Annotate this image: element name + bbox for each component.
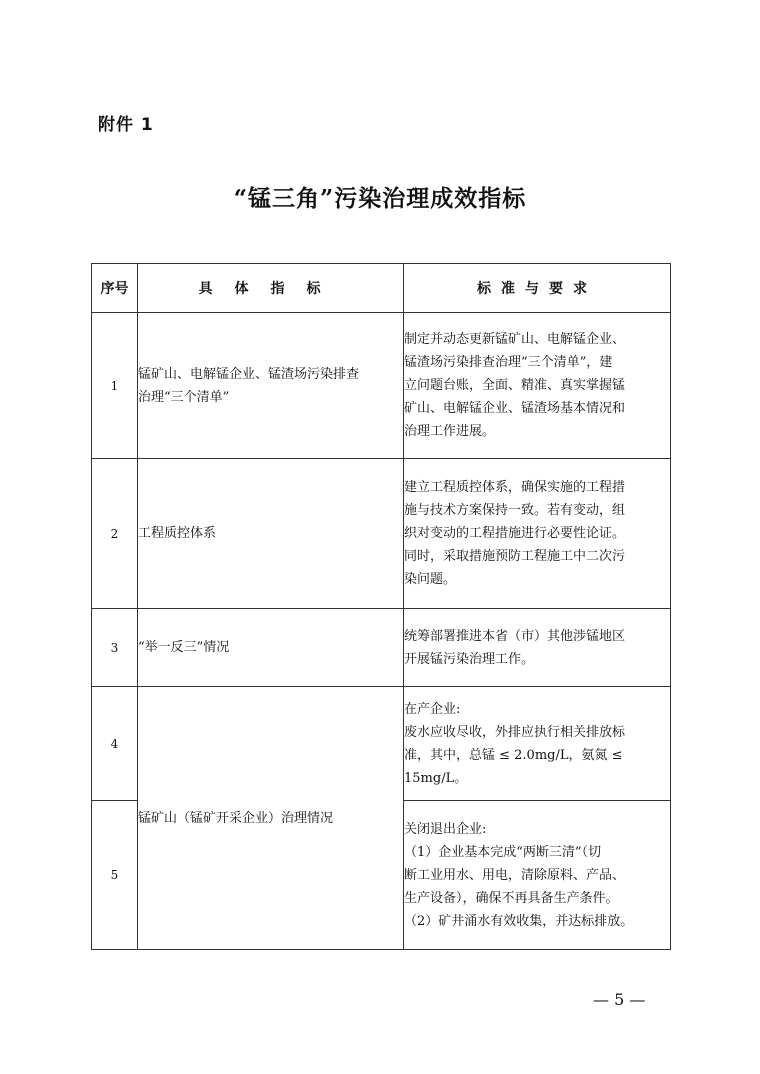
indicator-line: 工程质控体系	[138, 526, 217, 541]
table-row	[92, 609, 671, 687]
requirement-line: 织对变动的工程措施进行必要性论证。	[404, 526, 626, 541]
attachment-label: 附件 1	[98, 115, 154, 135]
row-number: 3	[92, 609, 138, 687]
table-row	[92, 687, 671, 801]
requirement-line: 开展锰污染治理工作。	[404, 651, 535, 667]
indicator-cell	[138, 313, 404, 459]
requirement-line: 15mg/L。	[404, 770, 468, 786]
requirement-line: 断工业用水、用电，清除原料、产品、	[404, 867, 626, 883]
requirement-line: 生产设备），确保不再具备生产条件。	[404, 890, 619, 906]
row-number: 5	[92, 801, 138, 950]
requirement-line: 废水应收尽收，外排应执行相关排放标	[404, 724, 626, 740]
requirement-line: 染问题。	[404, 572, 457, 587]
header-serial-number: 序号	[92, 264, 138, 313]
row-number: 2	[92, 459, 138, 609]
indicator-line: “举一反三”情况	[138, 640, 230, 655]
requirement-line: 准，其中，总锰 ≤ 2.0mg/L，氨氮 ≤	[404, 747, 623, 763]
requirement-line: 在产企业:	[404, 701, 461, 717]
requirement-line: 施与技术方案保持一致。若有变动，组	[404, 503, 626, 518]
requirement-line: 制定并动态更新锰矿山、电解锰企业、	[404, 332, 626, 347]
requirement-line: 矿山、电解锰企业、锰渣场基本情况和	[404, 401, 626, 416]
indicator-cell	[138, 687, 404, 950]
indicator-line: 锰矿山、电解锰企业、锰渣场污染排查	[138, 366, 360, 382]
header-requirement: 标准与要求	[404, 264, 671, 313]
document-title: “锰三角”污染治理成效指标	[233, 185, 527, 212]
requirement-line: 锰渣场污染排查治理“三个清单”，建	[404, 355, 613, 370]
requirement-line: 建立工程质控体系，确保实施的工程措	[404, 480, 626, 495]
page-number: — 5 —	[593, 990, 646, 1009]
indicator-cell	[138, 609, 404, 687]
row-number: 1	[92, 313, 138, 459]
requirement-cell	[404, 801, 671, 950]
header-indicator: 具体指标	[138, 264, 404, 313]
indicator-line: 锰矿山（锰矿开采企业）治理情况	[138, 810, 334, 826]
requirement-line: 立问题台账，全面、精准、真实掌握锰	[404, 378, 626, 393]
indicator-table	[91, 263, 671, 950]
requirement-line: 治理工作进展。	[404, 424, 496, 439]
requirement-line: （1）企业基本完成“两断三清”（切	[404, 844, 602, 860]
requirement-cell	[404, 313, 671, 459]
requirement-cell	[404, 687, 671, 801]
table-row	[92, 313, 671, 459]
requirement-line: 统筹部署推进本省（市）其他涉锰地区	[404, 628, 626, 644]
requirement-line: （2）矿井涌水有效收集，并达标排放。	[404, 913, 634, 929]
indicator-line: 治理“三个清单”	[138, 389, 230, 405]
requirement-line: 关闭退出企业:	[404, 821, 487, 837]
requirement-cell	[404, 609, 671, 687]
row-number: 4	[92, 687, 138, 801]
table-header-row	[92, 264, 671, 313]
requirement-line: 同时，采取措施预防工程施工中二次污	[404, 549, 626, 564]
indicator-cell	[138, 459, 404, 609]
table-row	[92, 459, 671, 609]
requirement-cell	[404, 459, 671, 609]
